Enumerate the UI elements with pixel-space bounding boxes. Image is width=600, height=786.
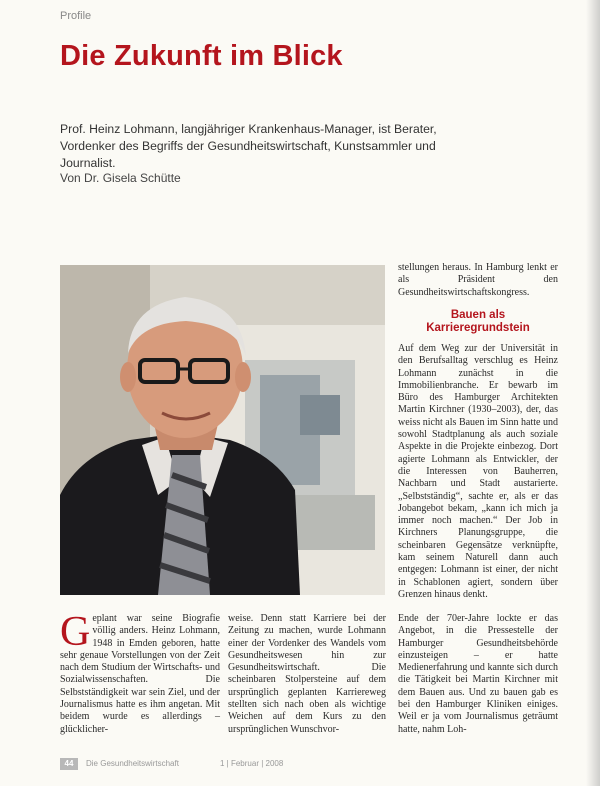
- paragraph: stellungen heraus. In Hamburg lenkt er als Präsident den Gesundheitswirtschaftskongress.: [398, 262, 558, 298]
- article-title: Die Zukunft im Blick: [60, 40, 343, 72]
- dropcap: G: [60, 609, 91, 655]
- paragraph-with-dropcap: [60, 609, 220, 736]
- article-subhead: Bauen als Karrieregrundstein: [426, 309, 530, 334]
- paragraph: weise. Denn statt Karriere bei der Zeitung zu machen, wurde Lohmann einer der Vordenker des Wandels vom Gesundheitswesen hin zur Gesundheitswirtschaft. Die scheinbaren Stolpersteine auf dem ursprünglich geplanten Karriereweg stellten sich nach oben als wichtige Weichen auf dem Kurs zu den ursprünglichen Wunschvor-: [228, 613, 386, 735]
- article-byline: Von Dr. Gisela Schütte: [60, 171, 181, 185]
- paragraph: Auf dem Weg zur der Universität in den Berufsalltag verschlug es Heinz Lohmann zunächst in die Immobilienbranche. Er bewarb im Büro des Hamburger Architekten Martin Kirchner (1930–2003), der, das weiss nicht als Bauen im Sinn hatte und sowohl Stadtplanung als auch soziale Aspekte in die Projekte einbezog. Dort agierte Lohmann als Entwickler, der die Interessen von Bauherren, Nachbarn und Stadt austarierte. „Selbstständig“, sachte er, als er das Jobangebot bekam, „kann ich mich ja immer noch machen.“ Der Job in Kirchners Planungsgruppe, die scheinbaren Gegensätze verknüpfte, kam seinem Naturell dann auch entgegen: Lohmann ist einer, der nicht in Schablonen agiert, sondern über Grenzen hinaus denkt.: [398, 343, 558, 600]
- magazine-name: Die Gesundheitswirtschaft: [86, 759, 179, 768]
- column-3-top: [398, 262, 558, 299]
- article-lead: Prof. Heinz Lohmann, langjähriger Krankenhaus-Manager, ist Berater, Vordenker des Begriffs der Gesundheitswirtschaft, Kunstsammler und Journalist.: [60, 122, 437, 170]
- column-1: [60, 609, 220, 736]
- issue-info: 1 | Februar | 2008: [220, 759, 284, 768]
- paragraph: Ende der 70er-Jahre lockte er das Angebot, in die Pressestelle der Hamburger Gesundheitsbehörde einzusteigen – er hatte Medienerfahrung und kannte sich durch die Tätigkeit bei Martin Kirchner mit dem Bauen aus. Und zu bauen gab es bei den Hamburger Kliniken einiges. Weil er ja vom Journalismus geträumt hatte, nahm Loh-: [398, 613, 558, 735]
- portrait-photo: [60, 265, 385, 595]
- column-2: [228, 613, 386, 736]
- page-number: 44: [64, 759, 74, 768]
- section-label: Profile: [60, 10, 92, 22]
- page-footer: [60, 758, 560, 772]
- page-number-box: [60, 758, 78, 770]
- paragraph-text: eplant war seine Biografie völlig anders. Heinz Lohmann, 1948 in Emden geboren, hatte sehr genaue Vorstellungen von der Zeit nach dem Studium der Wirtschafts- und Sozialwissenschaften. Die Selbstständigkeit war sein Ziel, und der Journalismus hatte es ihm angetan. Mit beidem wurde es allerdings – glücklicher-: [60, 613, 220, 735]
- column-3-bottom: [398, 613, 558, 736]
- page-gutter-shadow: [586, 0, 600, 786]
- column-3-body: [398, 343, 558, 601]
